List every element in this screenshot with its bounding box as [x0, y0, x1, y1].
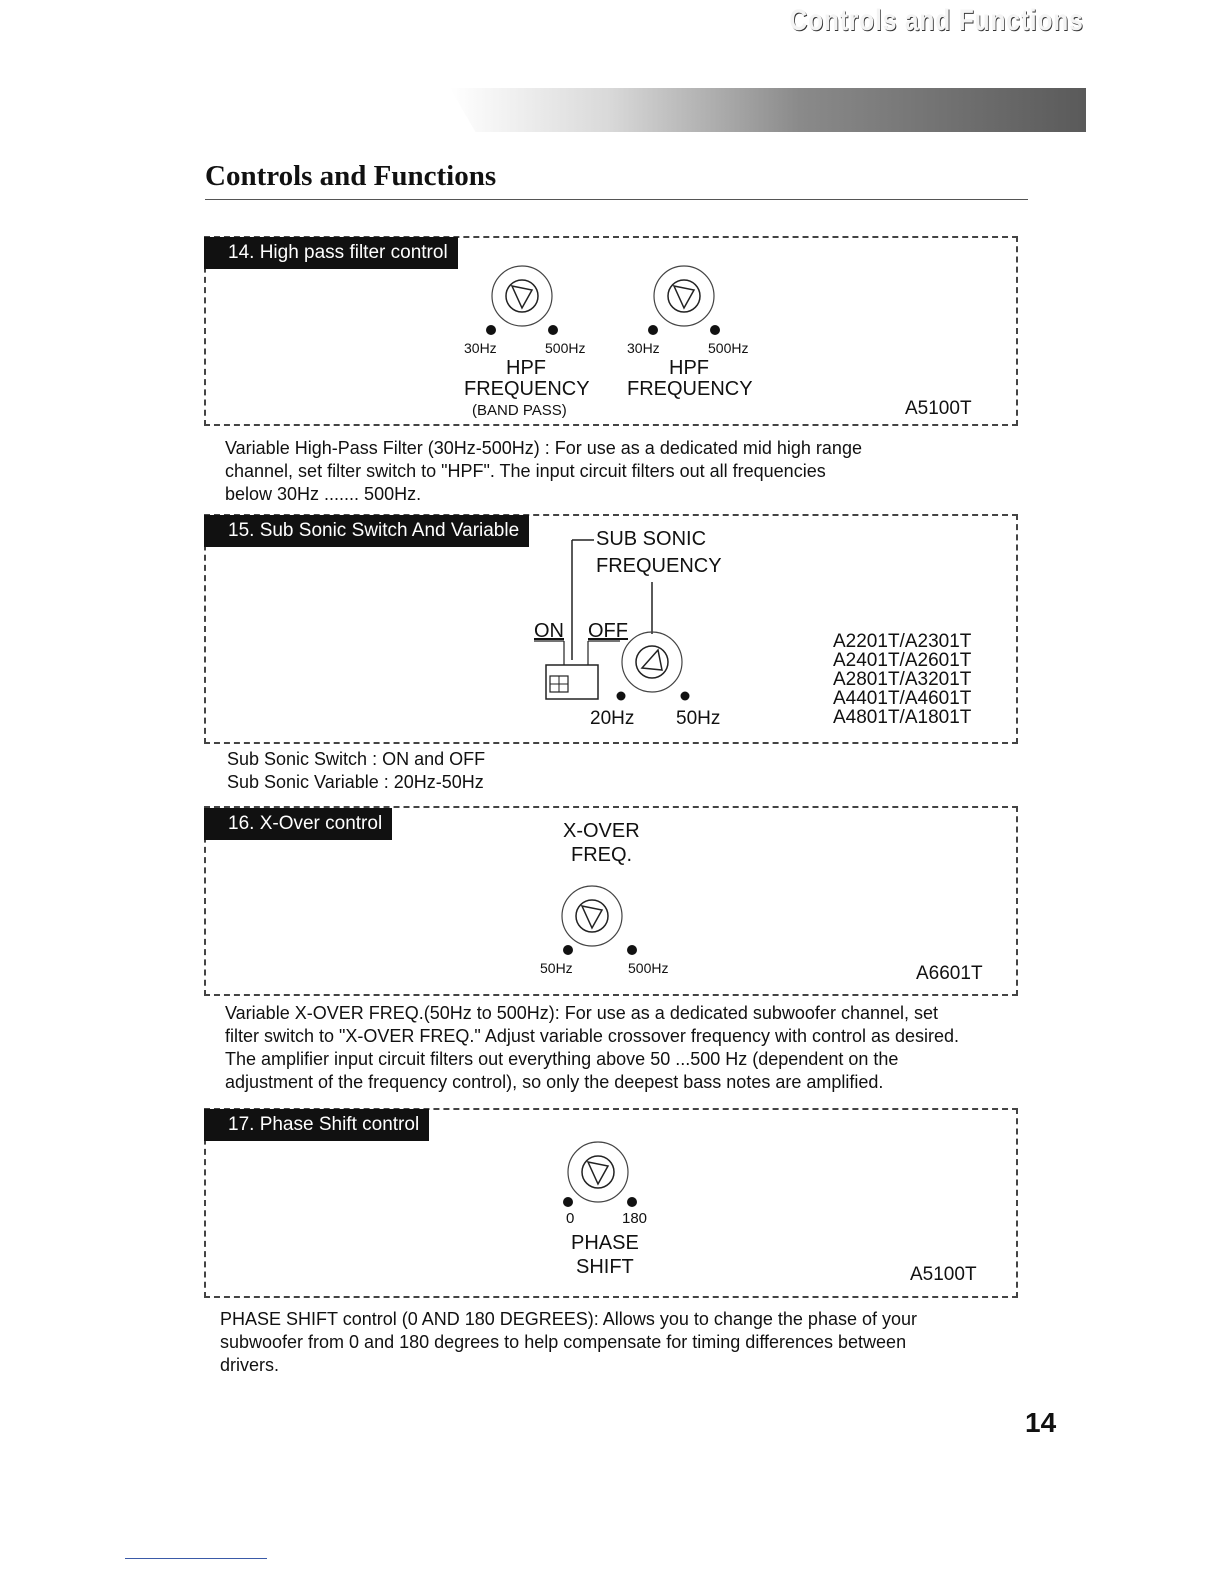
section-15-description: [227, 748, 1017, 794]
section-16-desc-line: Variable X-OVER FREQ.(50Hz to 500Hz): For use as a dedicated subwoofer channel, set: [225, 1003, 939, 1023]
xover-label-2: FREQ.: [571, 844, 633, 866]
header-banner-text: Controls and Functions: [789, 4, 1084, 37]
section-16-desc-line: adjustment of the frequency control), so only the deepest bass notes are amplified.: [225, 1072, 884, 1092]
section-17-model: A5100T: [910, 1264, 977, 1285]
switch-off-label: OFF: [588, 620, 628, 642]
section-17-desc-line: subwoofer from 0 and 180 degrees to help compensate for timing differences between: [220, 1332, 907, 1352]
section-14-label: 14. High pass filter control: [204, 237, 458, 269]
sub-sonic-label-2: FREQUENCY: [596, 555, 722, 577]
hpf-knobs: [470, 264, 770, 344]
model-line: A2801T/A3201T: [833, 669, 972, 690]
xover-knob[interactable]: [540, 884, 650, 964]
title-divider: [205, 199, 1028, 200]
section-17-label: 17. Phase Shift control: [204, 1109, 429, 1141]
section-16-label: 16. X-Over control: [204, 808, 392, 840]
section-16-desc-line: The amplifier input circuit filters out everything above 50 ...500 Hz (dependent on the: [225, 1049, 899, 1069]
switch-on-label: ON: [534, 620, 564, 642]
section-14-desc-line: Variable High-Pass Filter (30Hz-500Hz) : For use as a dedicated mid high range: [225, 438, 862, 458]
page-title: Controls and Functions: [205, 160, 497, 192]
page-number: 14: [1025, 1407, 1057, 1438]
hpf-knob-2[interactable]: [648, 266, 720, 335]
sub-sonic-max: 50Hz: [676, 708, 721, 729]
section-16-model: A6601T: [916, 963, 983, 984]
section-16-description: [225, 1002, 1025, 1094]
header-banner: [450, 88, 1086, 132]
section-14-desc-line: below 30Hz ....... 500Hz.: [225, 484, 422, 504]
hpf-knob-2-max: 500Hz: [708, 340, 749, 356]
section-16-desc-line: filter switch to "X-OVER FREQ." Adjust variable crossover frequency with control as desired.: [225, 1026, 960, 1046]
section-15-desc-line: Sub Sonic Variable : 20Hz-50Hz: [227, 772, 484, 792]
section-17-desc-line: PHASE SHIFT control (0 AND 180 DEGREES): Allows you to change the phase of your: [220, 1309, 917, 1329]
hpf-knob-1[interactable]: [486, 266, 558, 335]
section-15-models: [833, 632, 971, 727]
model-line: A4801T/A1801T: [833, 707, 972, 728]
model-line: A2401T/A2601T: [833, 650, 972, 671]
hpf-knob-2-label-1: HPF: [669, 357, 709, 379]
hpf-knob-1-label-2: FREQUENCY: [464, 378, 590, 400]
xover-min: 50Hz: [540, 960, 573, 976]
xover-label-1: X-OVER: [563, 820, 640, 842]
model-line: A2201T/A2301T: [833, 631, 972, 652]
sub-sonic-min: 20Hz: [590, 708, 635, 729]
sub-sonic-label-1: SUB SONIC: [596, 528, 707, 550]
phase-min: 0: [566, 1210, 575, 1227]
section-14-desc-line: channel, set filter switch to "HPF". The input circuit filters out all frequencies: [225, 461, 826, 481]
section-14-model: A5100T: [905, 398, 972, 419]
phase-shift-knob[interactable]: [546, 1140, 656, 1220]
hpf-knob-1-label-1: HPF: [506, 357, 546, 379]
phase-label-2: SHIFT: [576, 1256, 634, 1278]
hpf-knob-1-max: 500Hz: [545, 340, 586, 356]
section-15-desc-line: Sub Sonic Switch : ON and OFF: [227, 749, 486, 769]
section-17-desc-line: drivers.: [220, 1355, 280, 1375]
section-14-description: [225, 437, 1015, 506]
model-line: A4401T/A4601T: [833, 688, 972, 709]
hpf-knob-1-label-3: (BAND PASS): [472, 402, 567, 419]
phase-label-1: PHASE: [571, 1232, 639, 1254]
sub-sonic-switch[interactable]: [546, 665, 598, 699]
hpf-knob-1-min: 30Hz: [464, 340, 497, 356]
xover-max: 500Hz: [628, 960, 669, 976]
phase-max: 180: [622, 1210, 648, 1227]
hpf-knob-2-label-2: FREQUENCY: [627, 378, 753, 400]
footer-rule: [125, 1558, 267, 1559]
section-17-description: [220, 1308, 1020, 1377]
section-15-label: 15. Sub Sonic Switch And Variable: [204, 515, 529, 547]
hpf-knob-2-min: 30Hz: [627, 340, 660, 356]
